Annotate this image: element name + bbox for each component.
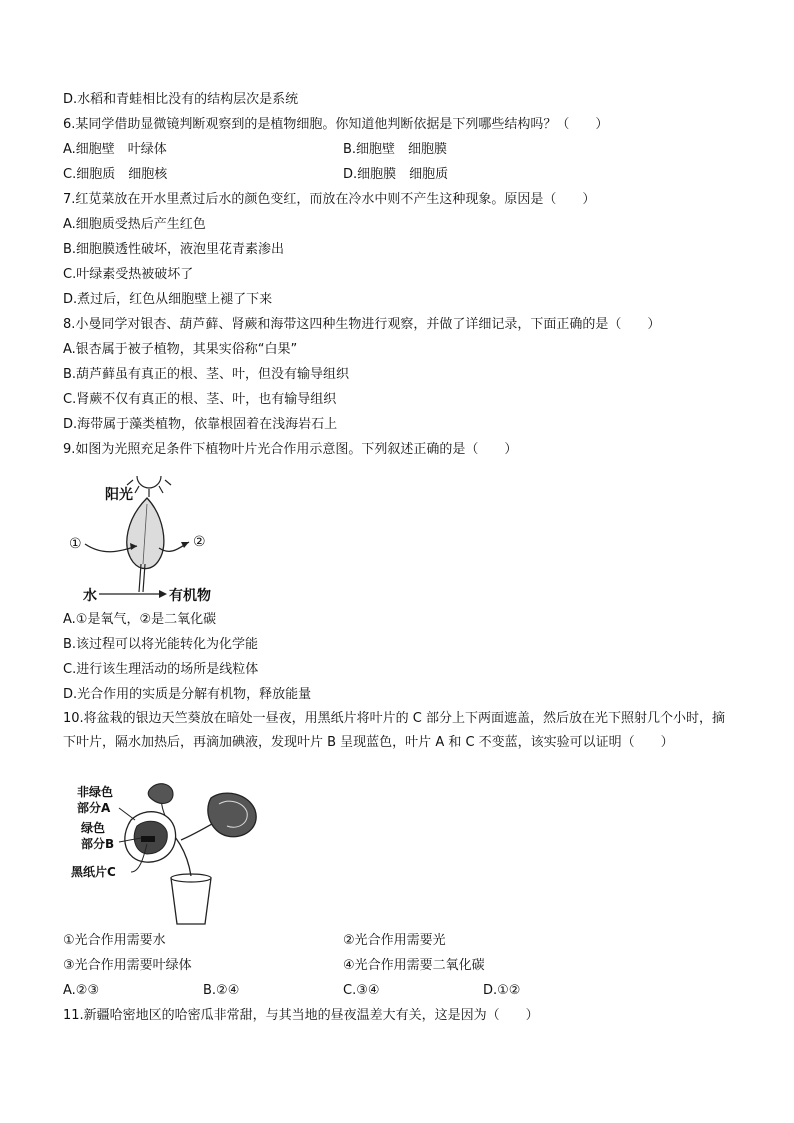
q10-option-c: C.③④: [343, 983, 380, 998]
q10-statement-3: ③光合作用需要叶绿体: [63, 958, 192, 973]
q10-option-b: B.②④: [203, 983, 240, 998]
sun-label: 阳光: [105, 487, 133, 503]
label-a-line1: 非绿色: [77, 785, 114, 799]
q9-option-b: B.该过程可以将光能转化为化学能: [63, 637, 259, 652]
q10-option-d: D.①②: [483, 983, 521, 998]
label-a-line2: 部分A: [77, 801, 111, 815]
label-output: ②: [193, 534, 206, 550]
q10-statement-1: ①光合作用需要水: [63, 933, 166, 948]
q7-option-a: A.细胞质受热后产生红色: [63, 217, 206, 232]
label-b-line1: 绿色: [81, 821, 106, 835]
q9-stem: 9.如图为光照充足条件下植物叶片光合作用示意图。下列叙述正确的是（ ）: [63, 442, 518, 457]
q7-stem: 7.红苋菜放在开水里煮过后水的颜色变红，而放在冷水中则不产生这种现象。原因是（ ）: [63, 192, 596, 207]
q10-geranium-figure: [63, 780, 273, 928]
label-water: 水: [83, 588, 97, 604]
q10-statement-2: ②光合作用需要光: [343, 933, 446, 948]
q9-photosynthesis-figure: [63, 460, 233, 608]
label-c: 黑纸片C: [71, 865, 116, 879]
leaf-right: [208, 793, 256, 837]
label-organic: 有机物: [169, 588, 211, 604]
q5-option-d: D.水稻和青蛙相比没有的结构层次是系统: [63, 92, 299, 107]
q8-option-d: D.海带属于藻类植物，依靠根固着在浅海岩石上: [63, 417, 338, 432]
q8-option-c: C.肾蕨不仅有真正的根、茎、叶，也有输导组织: [63, 392, 337, 407]
q7-option-b: B.细胞膜透性破坏，液泡里花青素渗出: [63, 242, 285, 257]
q9-option-a: A.①是氧气，②是二氧化碳: [63, 612, 217, 627]
q9-option-d: D.光合作用的实质是分解有机物，释放能量: [63, 687, 312, 702]
q8-option-b: B.葫芦藓虽有真正的根、茎、叶，但没有输导组织: [63, 367, 350, 382]
q6-option-d: D.细胞膜 细胞质: [343, 167, 449, 182]
q6-option-b: B.细胞壁 细胞膜: [343, 142, 448, 157]
flower-pot: [171, 878, 211, 924]
label-input: ①: [69, 536, 82, 552]
q8-stem: 8.小曼同学对银杏、葫芦藓、肾蕨和海带这四种生物进行观察，并做了详细记录，下面正确的是（ ）: [63, 317, 661, 332]
q10-stem: 10.将盆栽的银边天竺葵放在暗处一昼夜，用黑纸片将叶片的 C 部分上下两面遮盖，然后放在光下照射几个小时，摘下叶片，隔水加热后，再滴加碘液，发现叶片 B 呈现蓝色，叶片 A 和 C 不变蓝，该实验可以证明（ ）: [63, 711, 726, 750]
q6-stem: 6.某同学借助显微镜判断观察到的是植物细胞。你知道他判断依据是下列哪些结构吗？（ ）: [63, 117, 609, 132]
q10-option-a: A.②③: [63, 983, 100, 998]
q7-option-d: D.煮过后，红色从细胞壁上褪了下来: [63, 292, 273, 307]
sun-icon: [127, 476, 171, 497]
q6-option-a: A.细胞壁 叶绿体: [63, 142, 167, 157]
q6-option-c: C.细胞质 细胞核: [63, 167, 168, 182]
q9-option-c: C.进行该生理活动的场所是线粒体: [63, 662, 259, 677]
label-b-line2: 部分B: [81, 837, 115, 851]
q11-stem: 11.新疆哈密地区的哈密瓜非常甜，与其当地的昼夜温差大有关，这是因为（ ）: [63, 1008, 539, 1023]
q8-option-a: A.银杏属于被子植物，其果实俗称“白果”: [63, 342, 298, 357]
q7-option-c: C.叶绿素受热被破坏了: [63, 267, 194, 282]
q10-statement-4: ④光合作用需要二氧化碳: [343, 958, 485, 973]
